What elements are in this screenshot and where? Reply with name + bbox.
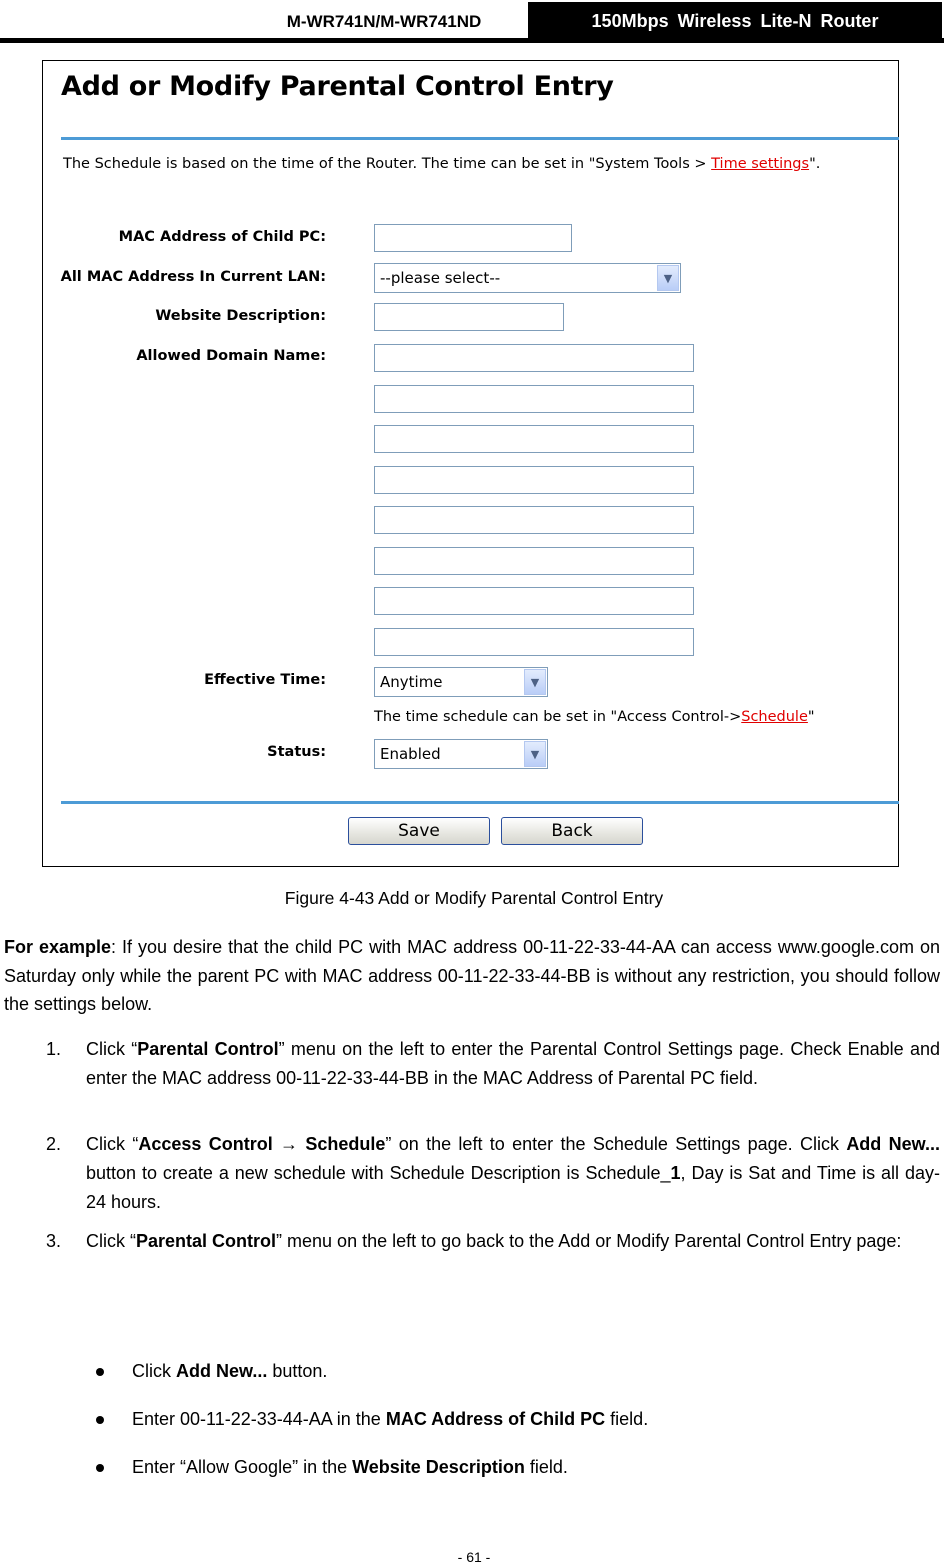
step-text: Click “Access Control → Schedule” on the left to enter the Schedule Settings page. Click Add New... button to create a new schedule with Schedule Description is Schedule_1, Day is Sat and Time is all day-24 hours. (86, 1134, 940, 1212)
bullet-text: Click Add New... button. (132, 1361, 328, 1381)
all-mac-select[interactable] (374, 263, 681, 293)
domain-input-8[interactable] (374, 628, 694, 656)
domain-input-7[interactable] (374, 587, 694, 615)
example-paragraph (4, 933, 940, 1019)
title-divider (61, 137, 899, 140)
domain-input-4[interactable] (374, 466, 694, 494)
header-product: 150Mbps Wireless Lite-N Router (528, 2, 942, 40)
bullet-dot-icon (96, 1368, 104, 1376)
figure-caption: Figure 4-43 Add or Modify Parental Control Entry (284, 888, 664, 908)
effective-time-label: Effective Time: (204, 672, 326, 688)
domain-label: Allowed Domain Name: (136, 348, 326, 364)
step-2 (46, 1130, 940, 1217)
step-number: 1. (46, 1039, 62, 1059)
bullet-dot-icon (96, 1464, 104, 1472)
step-number: 2. (46, 1134, 62, 1154)
step-number: 3. (46, 1231, 62, 1251)
bullet-text: Enter “Allow Google” in the Website Description field. (132, 1457, 568, 1477)
router-screenshot (42, 60, 899, 867)
effective-time-select[interactable] (374, 667, 548, 697)
bottom-divider (61, 801, 899, 804)
page-number: - 61 - (457, 1549, 491, 1565)
all-mac-value: --please select-- (380, 269, 501, 287)
bullet-item (96, 1453, 936, 1481)
all-mac-label: All MAC Address In Current LAN: (60, 269, 326, 285)
status-label: Status: (267, 744, 326, 760)
bullet-item (96, 1357, 936, 1385)
example-text: : If you desire that the child PC with MAC address 00-11-22-33-44-AA can access www.google.com on Saturday only while the parent PC with MAC address 00-11-22-33-44-BB is without any restriction, you should follow the settings below. (4, 937, 940, 1014)
note-end: ". (809, 156, 821, 172)
step-text: Click “Parental Control” menu on the left to enter the Parental Control Settings page. Check Enable and enter the MAC address 00-11-22-33-44-BB in the MAC Address of Parental PC field. (86, 1039, 940, 1088)
schedule-note-text: The time schedule can be set in "Access Control-> (374, 709, 742, 725)
chevron-down-icon[interactable]: ▼ (524, 741, 546, 767)
domain-input-2[interactable] (374, 385, 694, 413)
domain-input-1[interactable] (374, 344, 694, 372)
schedule-link[interactable]: Schedule (741, 709, 808, 725)
schedule-time-note (63, 156, 820, 172)
bullet-item (96, 1405, 936, 1433)
chevron-down-icon[interactable]: ▼ (657, 265, 679, 291)
schedule-note (374, 709, 815, 725)
note-text: The Schedule is based on the time of the Router. The time can be set in "System Tools > (63, 156, 712, 172)
header-model: M-WR741N/M-WR741ND (286, 12, 482, 31)
status-select[interactable] (374, 739, 548, 769)
header-rule (0, 38, 944, 43)
domain-input-6[interactable] (374, 547, 694, 575)
website-desc-input[interactable] (374, 303, 564, 331)
back-button[interactable]: Back (501, 817, 643, 845)
time-settings-link[interactable]: Time settings (711, 156, 810, 172)
step-1 (46, 1035, 940, 1093)
effective-time-value: Anytime (380, 673, 443, 691)
chevron-down-icon[interactable]: ▼ (524, 669, 546, 695)
website-desc-label: Website Description: (155, 308, 326, 324)
step-3 (46, 1227, 940, 1256)
bullet-dot-icon (96, 1416, 104, 1424)
domain-input-5[interactable] (374, 506, 694, 534)
schedule-note-end: " (807, 709, 815, 725)
bullet-text: Enter 00-11-22-33-44-AA in the MAC Address of Child PC field. (132, 1409, 649, 1429)
mac-child-input[interactable] (374, 224, 572, 252)
panel-title: Add or Modify Parental Control Entry (61, 71, 614, 102)
step-text: Click “Parental Control” menu on the left to go back to the Add or Modify Parental Control Entry page: (86, 1231, 902, 1251)
status-value: Enabled (380, 745, 441, 763)
example-lead: For example (4, 937, 112, 957)
page-header (0, 0, 948, 44)
domain-input-3[interactable] (374, 425, 694, 453)
mac-child-label: MAC Address of Child PC: (118, 229, 326, 245)
save-button[interactable]: Save (348, 817, 490, 845)
